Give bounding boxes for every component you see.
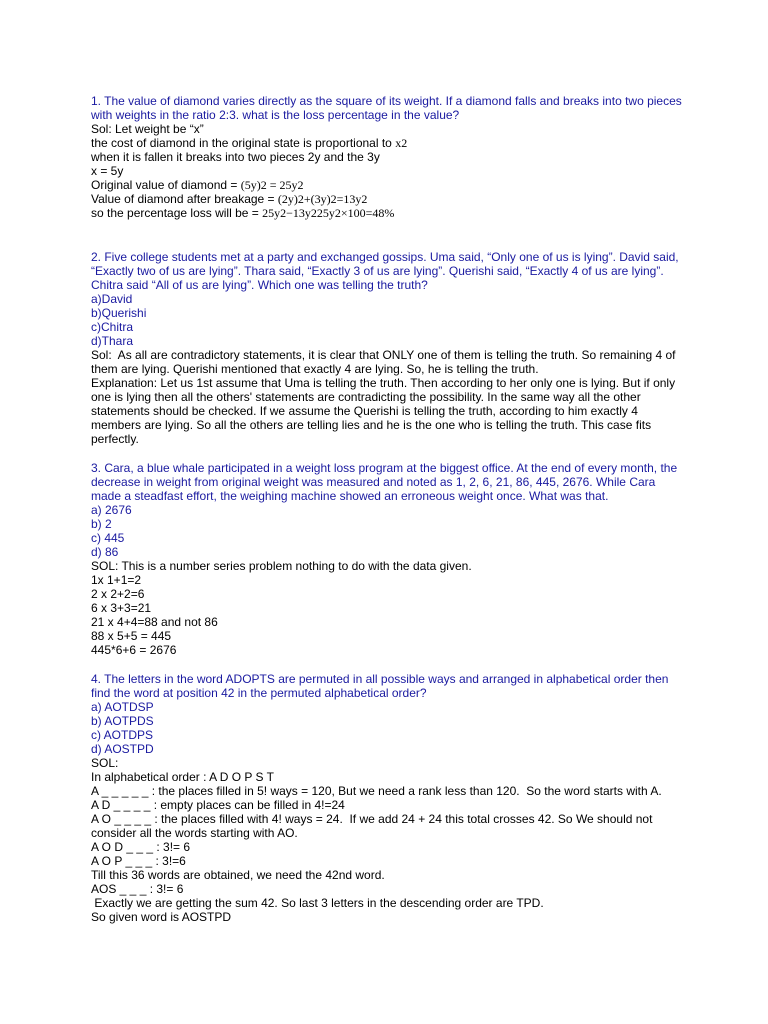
question-2-text-line: “Exactly two of us are lying”. Thara said, “Exactly 3 of us are lying”. Querishi said, “Exactly 4 of us are lying”. [91, 264, 664, 278]
solution-line: Sol: As all are contradictory statements, it is clear that ONLY one of them is telling the truth. So remaining 4 of [91, 348, 676, 362]
option-b: b) 2 [91, 517, 112, 531]
solution-line: consider all the words starting with AO. [91, 826, 298, 840]
solution-line: A _ _ _ _ _ : the places filled in 5! ways = 120, But we need a rank less than 120. So the word starts with A. [91, 784, 662, 798]
option-a: a)David [91, 292, 133, 306]
question-1-text-line: 1. The value of diamond varies directly as the square of its weight. If a diamond falls and breaks into two pieces [91, 94, 682, 108]
solution-line: 445*6+6 = 2676 [91, 643, 177, 657]
solution-line: 1x 1+1=2 [91, 573, 142, 587]
option-b: b)Querishi [91, 306, 147, 320]
question-2-text-line: Chitra said “All of us are lying”. Which one was telling the truth? [91, 278, 428, 292]
solution-line: x = 5y [91, 164, 124, 178]
question-3-block [91, 461, 691, 657]
question-3-text-line: 3. Cara, a blue whale participated in a weight loss program at the biggest office. At the end of every month, the [91, 461, 678, 475]
solution-line: SOL: [91, 756, 119, 770]
solution-line: So given word is AOSTPD [91, 910, 232, 924]
solution-line: A O D _ _ _ : 3!= 6 [91, 840, 191, 854]
solution-line: A O _ _ _ _ : the places filled with 4! ways = 24. If we add 24 + 24 this total crosses 42. So We should not [91, 812, 653, 826]
solution-line [91, 206, 691, 220]
question-4-block [91, 672, 691, 924]
question-1-text-line: with weights in the ratio 2:3. what is the loss percentage in the value? [91, 108, 460, 122]
solution-line [91, 136, 691, 150]
solution-line: when it is fallen it breaks into two pieces 2y and the 3y [91, 150, 380, 164]
solution-line: Explanation: Let us 1st assume that Uma is telling the truth. Then according to her only one is lying. But if only [91, 376, 676, 390]
option-d: d) 86 [91, 545, 119, 559]
question-3-text-line: decrease in weight from original weight was measured and noted as 1, 2, 6, 21, 86, 445, 2676. While Cara [91, 475, 656, 489]
solution-text: so the percentage loss will be = [91, 206, 263, 220]
solution-line: A O P _ _ _ : 3!=6 [91, 854, 186, 868]
option-c: c)Chitra [91, 320, 134, 334]
math-expression: (5y)2 = 25y2 [240, 178, 304, 192]
solution-line: perfectly. [91, 432, 139, 446]
solution-line: A D _ _ _ _ : empty places can be filled in 4!=24 [91, 798, 345, 812]
solution-line [91, 178, 691, 192]
question-4-text-line: find the word at position 42 in the permuted alphabetical order? [91, 686, 427, 700]
option-a: a) AOTDSP [91, 700, 154, 714]
option-d: d)Thara [91, 334, 134, 348]
question-4-text-line: 4. The letters in the word ADOPTS are permuted in all possible ways and arranged in alphabetical order then [91, 672, 669, 686]
solution-line [91, 192, 691, 206]
solution-line: statements should be checked. If we assume the Querishi is telling the truth, according to him exactly 4 [91, 404, 638, 418]
solution-line: In alphabetical order : A D O P S T [91, 770, 274, 784]
math-expression: 25y2−13y225y2×100=48% [262, 206, 395, 220]
solution-text: Original value of diamond = [91, 178, 241, 192]
option-b: b) AOTPDS [91, 714, 154, 728]
solution-text: the cost of diamond in the original state is proportional to [91, 136, 396, 150]
solution-line: one is lying then all the others' statements are contradicting the possibility. In the same way all the other [91, 390, 641, 404]
question-3-text-line: made a steadfast effort, the weighing machine showed an erroneous weight once. What was that. [91, 489, 609, 503]
solution-line: members are lying. So all the others are telling lies and he is the one who is telling the truth. This case fits [91, 418, 652, 432]
option-c: c) 445 [91, 531, 125, 545]
solution-line: 88 x 5+5 = 445 [91, 629, 172, 643]
option-d: d) AOSTPD [91, 742, 154, 756]
solution-text: Value of diamond after breakage = [91, 192, 278, 206]
solution-line: AOS _ _ _ : 3!= 6 [91, 882, 184, 896]
solution-line: 6 x 3+3=21 [91, 601, 152, 615]
question-1-block [91, 94, 691, 220]
math-expression: (2y)2+(3y)2=13y2 [277, 192, 368, 206]
solution-line: SOL: This is a number series problem nothing to do with the data given. [91, 559, 472, 573]
question-2-block [91, 250, 691, 446]
solution-line: 2 x 2+2=6 [91, 587, 145, 601]
solution-line: Exactly we are getting the sum 42. So last 3 letters in the descending order are TPD. [91, 896, 544, 910]
option-c: c) AOTDPS [91, 728, 154, 742]
math-expression: x2 [395, 136, 408, 150]
solution-line: Till this 36 words are obtained, we need the 42nd word. [91, 868, 385, 882]
solution-line: 21 x 4+4=88 and not 86 [91, 615, 218, 629]
solution-line: Sol: Let weight be “x” [91, 122, 204, 136]
question-2-text-line: 2. Five college students met at a party and exchanged gossips. Uma said, “Only one of us is lying”. David said, [91, 250, 679, 264]
option-a: a) 2676 [91, 503, 132, 517]
solution-line: them are lying. Querishi mentioned that exactly 4 are lying. So, he is telling the truth. [91, 362, 539, 376]
